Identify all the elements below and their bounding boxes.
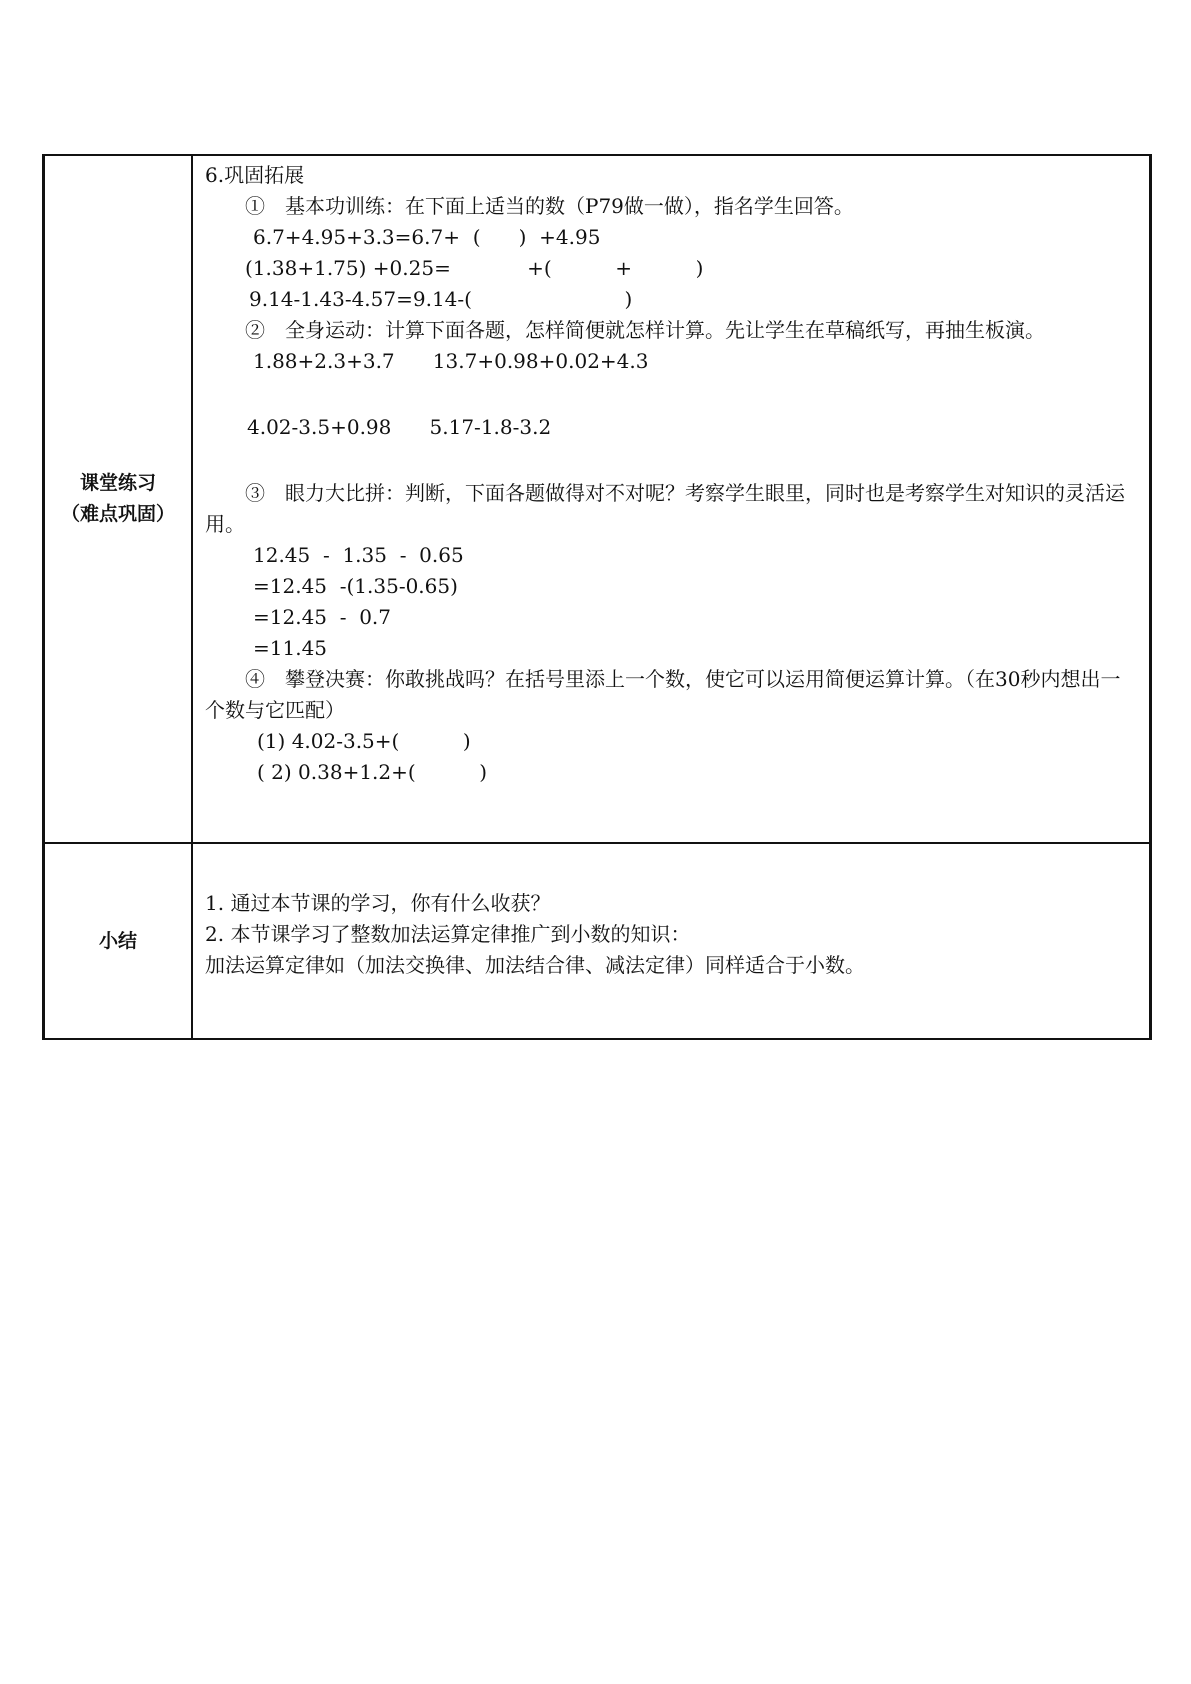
item2-exercises: 1.88+2.3+3.7 13.7+0.98+0.02+4.3 [253,349,649,373]
item4-question: (1) 4.02-3.5+( ) [257,729,471,753]
item3-step: =12.45 - 0.7 [253,605,392,629]
section-heading: 6.巩固拓展 [205,163,305,187]
practice-label: 课堂练习 [79,472,156,494]
summary-row [44,843,1151,1039]
item1-text: ① 基本功训练：在下面上适当的数（P79做一做），指名学生回答。 [245,194,854,218]
item1-equation: 9.14-1.43-4.57=9.14-( ) [249,287,633,311]
practice-content-cell [192,155,1151,843]
practice-sublabel: （难点巩固） [60,503,175,525]
item3-step: =11.45 [253,636,328,660]
item4-text: ④ 攀登决赛：你敢挑战吗？在括号里添上一个数，使它可以运用简便运算计算。（在30秒内想出一个数与它匹配） [205,667,1121,722]
summary-content-cell [192,843,1151,1039]
summary-line: 2. 本节课学习了整数加法运算定律推广到小数的知识： [205,922,691,946]
item1-equation: 6.7+4.95+3.3=6.7+ ( ) +4.95 [253,225,601,249]
item3-text: ③ 眼力大比拼：判断，下面各题做得对不对呢？考察学生眼里，同时也是考察学生对知识的灵活运用。 [205,481,1125,536]
item2-exercises: 4.02-3.5+0.98 5.17-1.8-3.2 [247,415,552,439]
item4-question: ( 2) 0.38+1.2+( ) [257,760,488,784]
practice-row [44,155,1151,843]
summary-line: 加法运算定律如（加法交换律、加法结合律、减法定律）同样适合于小数。 [205,953,865,977]
practice-label-cell [44,155,193,843]
lesson-sheet [42,154,1152,1040]
item3-step: 12.45 - 1.35 - 0.65 [253,543,464,567]
lesson-table [42,154,1152,1040]
summary-label-cell [44,843,193,1039]
item1-equation: (1.38+1.75) +0.25= +( + ) [245,256,704,280]
item2-text: ② 全身运动：计算下面各题，怎样简便就怎样计算。先让学生在草稿纸写，再抽生板演。 [245,318,1045,342]
summary-label: 小结 [98,929,137,952]
item3-step: =12.45 -(1.35-0.65) [253,574,458,598]
summary-line: 1. 通过本节课的学习，你有什么收获？ [205,891,551,915]
